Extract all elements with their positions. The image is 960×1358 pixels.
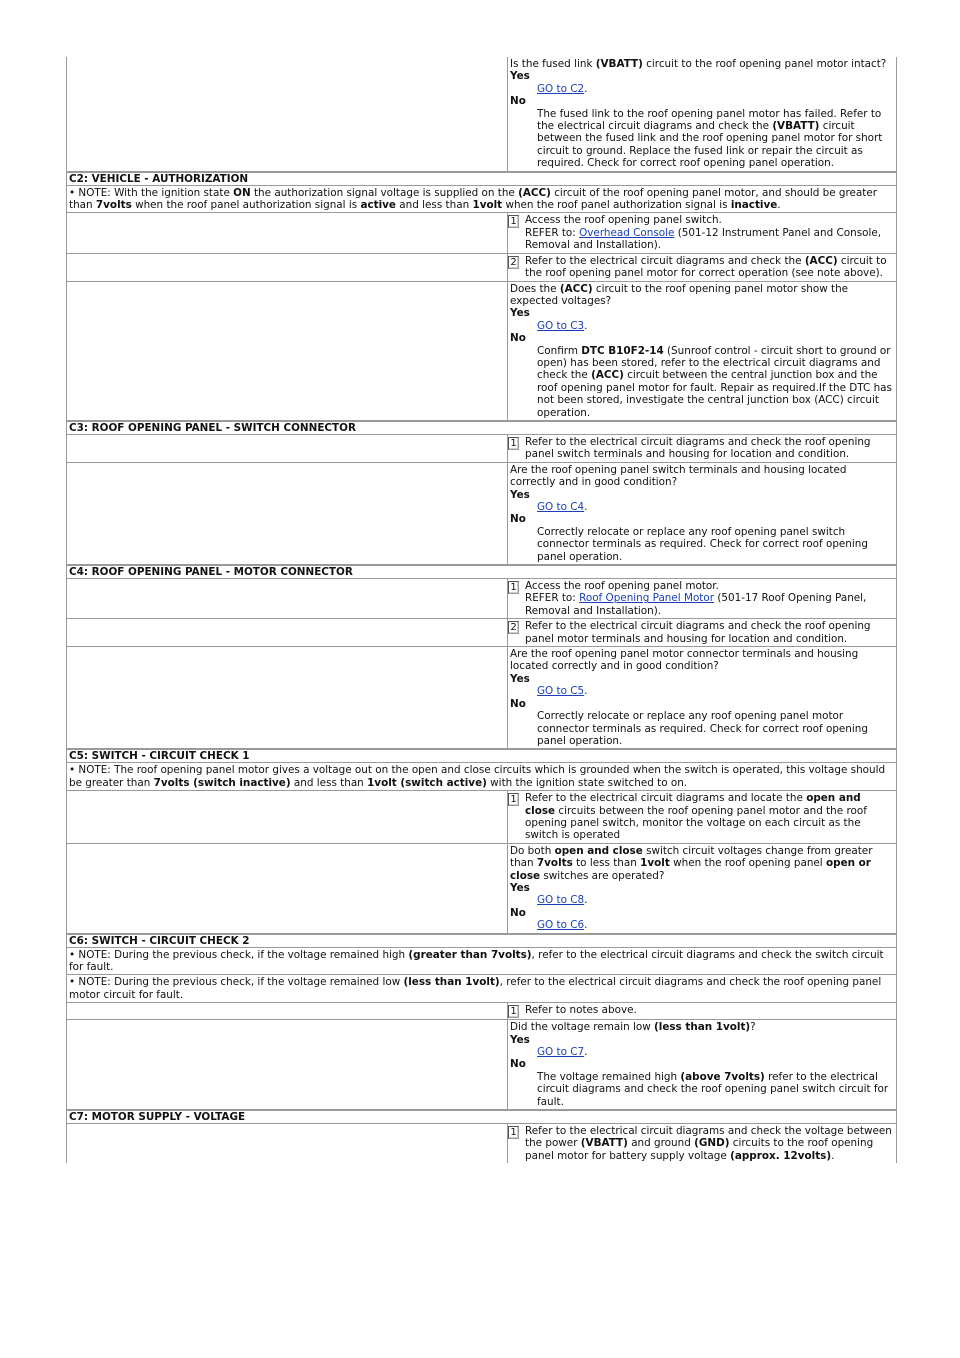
text-run: . (584, 319, 588, 332)
yes-action (510, 1046, 894, 1058)
yes-label: Yes (510, 1033, 530, 1046)
text-run: The fused link to the roof opening panel motor has failed. Refer to the electrical circuit diagrams and check the (537, 107, 882, 133)
note-text (67, 975, 896, 1003)
yes-label: Yes (510, 307, 530, 320)
text-run: circuit to the roof opening panel motor intact? (642, 58, 887, 70)
step-cell (508, 254, 896, 281)
no-action (510, 919, 894, 931)
question-row (67, 844, 896, 934)
no-label: No (510, 513, 526, 526)
yes-label: Yes (510, 672, 530, 685)
blank-cell (67, 213, 508, 252)
no-label: No (510, 95, 526, 108)
text-run: , refer to the electrical circuit diagrams and check the roof opening panel motor circuit for fault. (69, 976, 882, 1001)
no-label: No (510, 697, 526, 710)
reference-link[interactable]: Overhead Console (579, 226, 675, 239)
yes-action (510, 685, 894, 697)
yes-label: Yes (510, 488, 530, 501)
question-row (67, 647, 896, 749)
emphasis-text: (less than 1volt) (654, 1021, 751, 1034)
blank-cell (67, 282, 508, 420)
text-run: the authorization signal voltage is supplied on the (250, 186, 519, 199)
yes-action (510, 501, 894, 513)
text-run: Are the roof opening panel switch terminals and housing located correctly and in good condition? (510, 463, 847, 489)
reference-link[interactable]: Roof Opening Panel Motor (579, 592, 715, 605)
step-instruction (525, 436, 894, 461)
blank-cell (67, 579, 508, 618)
blank-cell (67, 463, 508, 564)
step-row (67, 213, 896, 253)
text-run: • NOTE: During the previous check, if the voltage remained high (69, 948, 409, 961)
blank-cell (67, 647, 508, 748)
question-row (67, 463, 896, 565)
text-run: Did the voltage remain low (510, 1021, 655, 1034)
emphasis-text: 7volts (95, 199, 132, 212)
yes-label: Yes (510, 881, 530, 894)
note-text (67, 763, 896, 791)
question-cell (508, 57, 896, 171)
text-run: . (584, 1046, 588, 1059)
text-run: Does the (510, 282, 560, 295)
emphasis-text: (approx. 12volts) (730, 1149, 832, 1162)
section-heading: C3: ROOF OPENING PANEL - SWITCH CONNECTOR (67, 421, 896, 435)
emphasis-text: 1volt (640, 857, 670, 870)
emphasis-text: active (360, 199, 396, 212)
step-row (67, 579, 896, 619)
question-cell (508, 463, 896, 564)
text-run: REFER to: (525, 226, 580, 239)
text-run: circuits between the roof opening panel motor and the roof opening panel switch, monitor the voltage on each circuit as the switch is operated (525, 804, 867, 842)
emphasis-text: 1volt (switch active) (367, 776, 487, 789)
blank-cell (67, 619, 508, 646)
reference-link[interactable]: GO to C2 (537, 82, 585, 95)
reference-link[interactable]: GO to C8 (537, 894, 585, 907)
blank-cell (67, 1020, 508, 1109)
yes-action (510, 83, 894, 95)
text-run: circuit between the fused link and the roof opening panel motor for short circuit to ground. Replace the fused link or repair the circuit as required. Check for correct roof opening panel operation. (537, 120, 883, 170)
no-label: No (510, 906, 526, 919)
note-text (67, 948, 896, 976)
step-instruction (525, 580, 894, 617)
emphasis-text: (greater than 7volts) (408, 948, 532, 961)
question-text (510, 283, 894, 308)
reference-link[interactable]: GO to C3 (537, 319, 585, 332)
step-cell (508, 213, 896, 252)
text-run: Correctly relocate or replace any roof opening panel motor connector terminals as required. Check for correct roof opening panel operation. (537, 710, 868, 747)
text-run: when the roof panel authorization signal is (131, 199, 361, 212)
text-run: Refer to the electrical circuit diagrams and check the (525, 254, 805, 267)
question-text (510, 648, 894, 673)
text-run: refer to the electrical circuit diagrams and check the roof opening panel switch circuit for fault. (537, 1070, 889, 1108)
emphasis-text: 7volts (536, 857, 573, 870)
text-run: switches are operated? (540, 869, 665, 882)
text-run: Refer to the electrical circuit diagrams and check the roof opening panel motor terminals and housing for location and condition. (525, 620, 871, 645)
no-action (510, 1071, 894, 1108)
question-row (67, 57, 896, 172)
emphasis-text: open or close (510, 857, 871, 882)
emphasis-text: (ACC) (591, 369, 624, 382)
text-run: Refer to the electrical circuit diagrams and check the voltage between the power (525, 1125, 892, 1150)
step-row (67, 1124, 896, 1163)
question-cell (508, 647, 896, 748)
blank-cell (67, 791, 508, 843)
text-run: , refer to the electrical circuit diagrams and check the switch circuit for fault. (69, 948, 884, 973)
emphasis-text: (less than 1volt) (403, 976, 500, 989)
emphasis-text: (VBATT) (772, 120, 820, 133)
yes-label: Yes (510, 70, 530, 83)
text-run: REFER to: (525, 592, 580, 605)
text-run: (Sunroof control - circuit short to ground or open) has been stored, refer to the electrical circuit diagrams and check the (537, 344, 891, 382)
step-cell (508, 435, 896, 462)
text-run: and less than (290, 776, 368, 789)
text-run: circuit between the central junction box and the roof opening panel motor for fault. Repair as required.If the DTC has not been stored, investigate the central junction box (ACC) circuit operation. (537, 369, 892, 419)
text-run: circuit of the roof opening panel motor, and should be greater than (69, 186, 878, 212)
emphasis-text: (ACC) (559, 282, 593, 295)
emphasis-text: (above 7volts) (680, 1070, 765, 1083)
text-run: (501-12 Instrument Panel and Console, Removal and Installation). (525, 226, 882, 252)
step-cell (508, 1124, 896, 1163)
text-run: The voltage remained high (537, 1070, 681, 1083)
step-number-badge: 1 (508, 437, 519, 450)
no-action (510, 526, 894, 563)
section-heading: C5: SWITCH - CIRCUIT CHECK 1 (67, 749, 896, 763)
reference-link[interactable]: GO to C6 (537, 919, 585, 932)
text-run: . (584, 82, 588, 95)
no-action (510, 345, 894, 419)
text-run: circuit to the roof opening panel motor for correct operation (see note above). (525, 254, 887, 280)
step-instruction (525, 1004, 894, 1016)
text-run: . (584, 919, 588, 932)
question-cell (508, 844, 896, 933)
question-row (67, 282, 896, 421)
text-run: Confirm (537, 344, 582, 357)
text-run: Access the roof opening panel motor. (525, 580, 719, 593)
text-run: . (584, 501, 588, 513)
step-instruction (525, 1125, 894, 1162)
text-run: . (584, 685, 588, 698)
blank-cell (67, 57, 508, 171)
reference-link[interactable]: GO to C4 (537, 501, 585, 513)
step-cell (508, 579, 896, 618)
step-number-badge: 1 (508, 793, 519, 806)
no-action (510, 710, 894, 747)
step-row (67, 791, 896, 844)
question-text (510, 58, 894, 70)
text-run: Are the roof opening panel motor connector terminals and housing located correctly and in good condition? (510, 648, 859, 673)
section-heading: C7: MOTOR SUPPLY - VOLTAGE (67, 1110, 896, 1124)
blank-cell (67, 1124, 508, 1163)
no-label: No (510, 1058, 526, 1071)
section-heading: C2: VEHICLE - AUTHORIZATION (67, 172, 896, 186)
text-run: and ground (627, 1137, 695, 1150)
text-run: Refer to the electrical circuit diagrams and locate the (525, 792, 807, 805)
text-run: • NOTE: During the previous check, if the voltage remained low (69, 976, 404, 989)
step-number-badge: 1 (508, 581, 519, 594)
text-run: Do both (510, 844, 555, 857)
yes-action (510, 320, 894, 332)
emphasis-text: (ACC) (518, 186, 551, 199)
emphasis-text: 1volt (472, 199, 503, 212)
no-action (510, 108, 894, 170)
emphasis-text: (GND) (694, 1137, 730, 1150)
reference-link[interactable]: GO to C5 (537, 685, 585, 698)
text-run: . (777, 199, 781, 212)
text-run: and less than (395, 199, 473, 212)
step-row (67, 619, 896, 647)
step-cell (508, 1003, 896, 1019)
section-heading: C4: ROOF OPENING PANEL - MOTOR CONNECTOR (67, 565, 896, 579)
step-number-badge: 1 (508, 1005, 519, 1018)
reference-link[interactable]: GO to C7 (537, 1046, 585, 1059)
step-row (67, 435, 896, 463)
emphasis-text: (VBATT) (595, 58, 643, 70)
no-label: No (510, 332, 526, 345)
text-run: Refer to notes above. (525, 1004, 637, 1017)
text-run: Correctly relocate or replace any roof opening panel switch connector terminals as required. Check for correct roof opening panel operation. (537, 525, 868, 563)
text-run: circuits to the roof opening panel motor for battery supply voltage (525, 1137, 874, 1162)
step-instruction (525, 214, 894, 251)
step-number-badge: 2 (508, 621, 519, 634)
question-text (510, 1021, 894, 1033)
step-number-badge: 1 (508, 215, 519, 228)
emphasis-text: (ACC) (804, 254, 838, 267)
question-text (510, 845, 894, 882)
step-instruction (525, 792, 894, 842)
text-run: with the ignition state switched to on. (486, 776, 688, 789)
text-run: (501-17 Roof Opening Panel, Removal and Installation). (525, 592, 867, 617)
question-text (510, 464, 894, 489)
text-run: • NOTE: With the ignition state (69, 186, 234, 199)
step-instruction (525, 255, 894, 280)
text-run: switch circuit voltages change from greater than (510, 844, 873, 870)
blank-cell (67, 254, 508, 281)
text-run: ? (750, 1021, 756, 1034)
text-run: . (831, 1149, 835, 1162)
text-run: circuit to the roof opening panel motor show the expected voltages? (510, 282, 849, 307)
step-cell (508, 791, 896, 843)
question-cell (508, 282, 896, 420)
text-run: Access the roof opening panel switch. (525, 214, 722, 227)
emphasis-text: DTC B10F2-14 (581, 344, 664, 357)
text-run: to less than (572, 857, 641, 870)
text-run: Is the fused link (510, 58, 596, 70)
text-run: when the roof panel authorization signal is (502, 199, 731, 212)
emphasis-text: open and close (525, 792, 861, 817)
step-number-badge: 1 (508, 1126, 519, 1139)
blank-cell (67, 844, 508, 933)
blank-cell (67, 435, 508, 462)
section-heading: C6: SWITCH - CIRCUIT CHECK 2 (67, 934, 896, 948)
emphasis-text: 7volts (switch inactive) (153, 776, 291, 789)
step-cell (508, 619, 896, 646)
yes-action (510, 894, 894, 906)
question-cell (508, 1020, 896, 1109)
step-row (67, 254, 896, 282)
text-run: • NOTE: The roof opening panel motor gives a voltage out on the open and close circuits which is grounded when the switch is operated, this voltage should be greater than (69, 764, 886, 789)
emphasis-text: open and close (554, 844, 643, 857)
step-instruction (525, 620, 894, 645)
text-run: when the roof opening panel (669, 857, 827, 870)
blank-cell (67, 1003, 508, 1019)
emphasis-text: (VBATT) (580, 1137, 628, 1150)
diagnostic-table (66, 57, 897, 1163)
emphasis-text: ON (233, 186, 251, 199)
text-run: . (584, 894, 588, 907)
step-number-badge: 2 (508, 256, 519, 269)
question-row (67, 1020, 896, 1110)
emphasis-text: inactive (730, 199, 778, 212)
text-run: Refer to the electrical circuit diagrams and check the roof opening panel switch terminals and housing for location and condition. (525, 435, 871, 461)
step-row (67, 1003, 896, 1020)
note-text (67, 186, 896, 214)
